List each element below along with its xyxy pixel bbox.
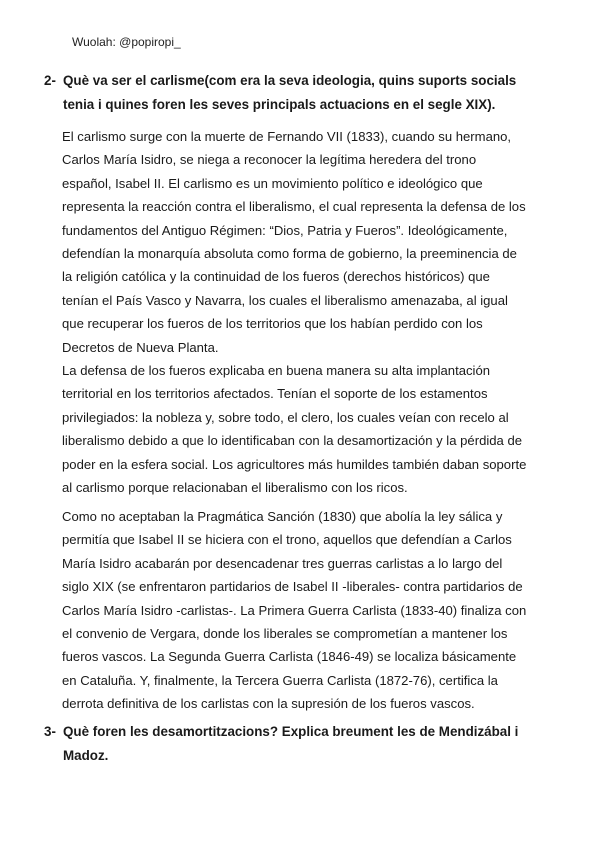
paragraph-2 — [62, 359, 532, 499]
text-line: María Isidro acabarán por desencadenar tres guerras carlistas a lo largo del — [62, 555, 503, 571]
text-line: defendían la monarquía absoluta como forma de gobierno, la preeminencia de — [62, 246, 517, 262]
text-line: tenían el País Vasco y Navarra, los cuales el liberalismo amenazaba, al igual — [62, 292, 508, 308]
text-line: Carlos María Isidro -carlistas-. La Primera Guerra Carlista (1833-40) finaliza con — [62, 602, 527, 618]
text-line: la religión católica y la continuidad de los fueros (derechos históricos) que — [62, 269, 490, 285]
question-number: 2- — [44, 73, 56, 88]
text-line: representa la reacción contra el liberalismo, el cual representa la defensa de los — [62, 199, 526, 215]
text-line: al carlismo porque relacionaban el liberalismo con los ricos. — [62, 480, 408, 496]
text-line: Carlos María Isidro, se niega a reconocer la legítima heredera del trono — [62, 152, 477, 168]
text-line: Como no aceptaban la Pragmática Sanción (1830) que abolía la ley sálica y — [62, 509, 503, 524]
question-2 — [44, 69, 544, 116]
text-line: permitía que Isabel II se hiciera con el trono, aquellos que defendían a Carlos — [62, 532, 512, 548]
watermark-header: Wuolah: @popiropi_ — [72, 35, 181, 49]
text-line: La defensa de los fueros explicaba en buena manera su alta implantación — [62, 363, 491, 378]
text-line: Decretos de Nueva Planta. — [62, 339, 219, 355]
text-line: liberalismo debido a que lo identificaban con la desamortización y la pérdida de — [62, 433, 523, 449]
text-line: el convenio de Vergara, donde los liberales se comprometían a mantener los — [62, 626, 508, 642]
text-line: poder en la esfera social. Los agricultores más humildes también daban soporte — [62, 456, 527, 472]
question-3 — [44, 720, 544, 767]
text-line: derrota definitiva de los carlistas con la supresión de los fueros vascos. — [62, 696, 475, 712]
paragraph-1 — [62, 125, 532, 359]
paragraph-3 — [62, 505, 532, 716]
text-line: siglo XIX (se enfrentaron partidarios de Isabel II -liberales- contra partidarios de — [62, 579, 523, 595]
text-line: fundamentos del Antiguo Régimen: “Dios, Patria y Fueros”. Ideológicamente, — [62, 222, 508, 238]
question-line: Què va ser el carlisme(com era la seva ideologia, quins suports socials — [63, 73, 517, 88]
question-line: Madoz. — [63, 747, 109, 763]
question-line: Què foren les desamortitzacions? Explica breument les de Mendizábal i — [63, 724, 519, 739]
text-line: El carlismo surge con la muerte de Fernando VII (1833), cuando su hermano, — [62, 129, 512, 144]
text-line: que recuperar los fueros de los territorios que los habían perdido con los — [62, 316, 483, 332]
question-line: tenia i quines foren les seves principals actuacions en el segle XIX). — [63, 96, 496, 112]
text-line: español, Isabel II. El carlismo es un movimiento político e ideológico que — [62, 175, 483, 191]
text-line: privilegiados: la nobleza y, sobre todo, el clero, los cuales veían con recelo al — [62, 409, 509, 425]
question-number: 3- — [44, 724, 56, 739]
text-line: territorial en los territorios afectados. Tenían el soporte de los estamentos — [62, 386, 488, 402]
text-line: en Cataluña. Y, finalmente, la Tercera Guerra Carlista (1872-76), certifica la — [62, 672, 498, 688]
text-line: fueros vascos. La Segunda Guerra Carlista (1846-49) se localiza básicamente — [62, 649, 517, 665]
